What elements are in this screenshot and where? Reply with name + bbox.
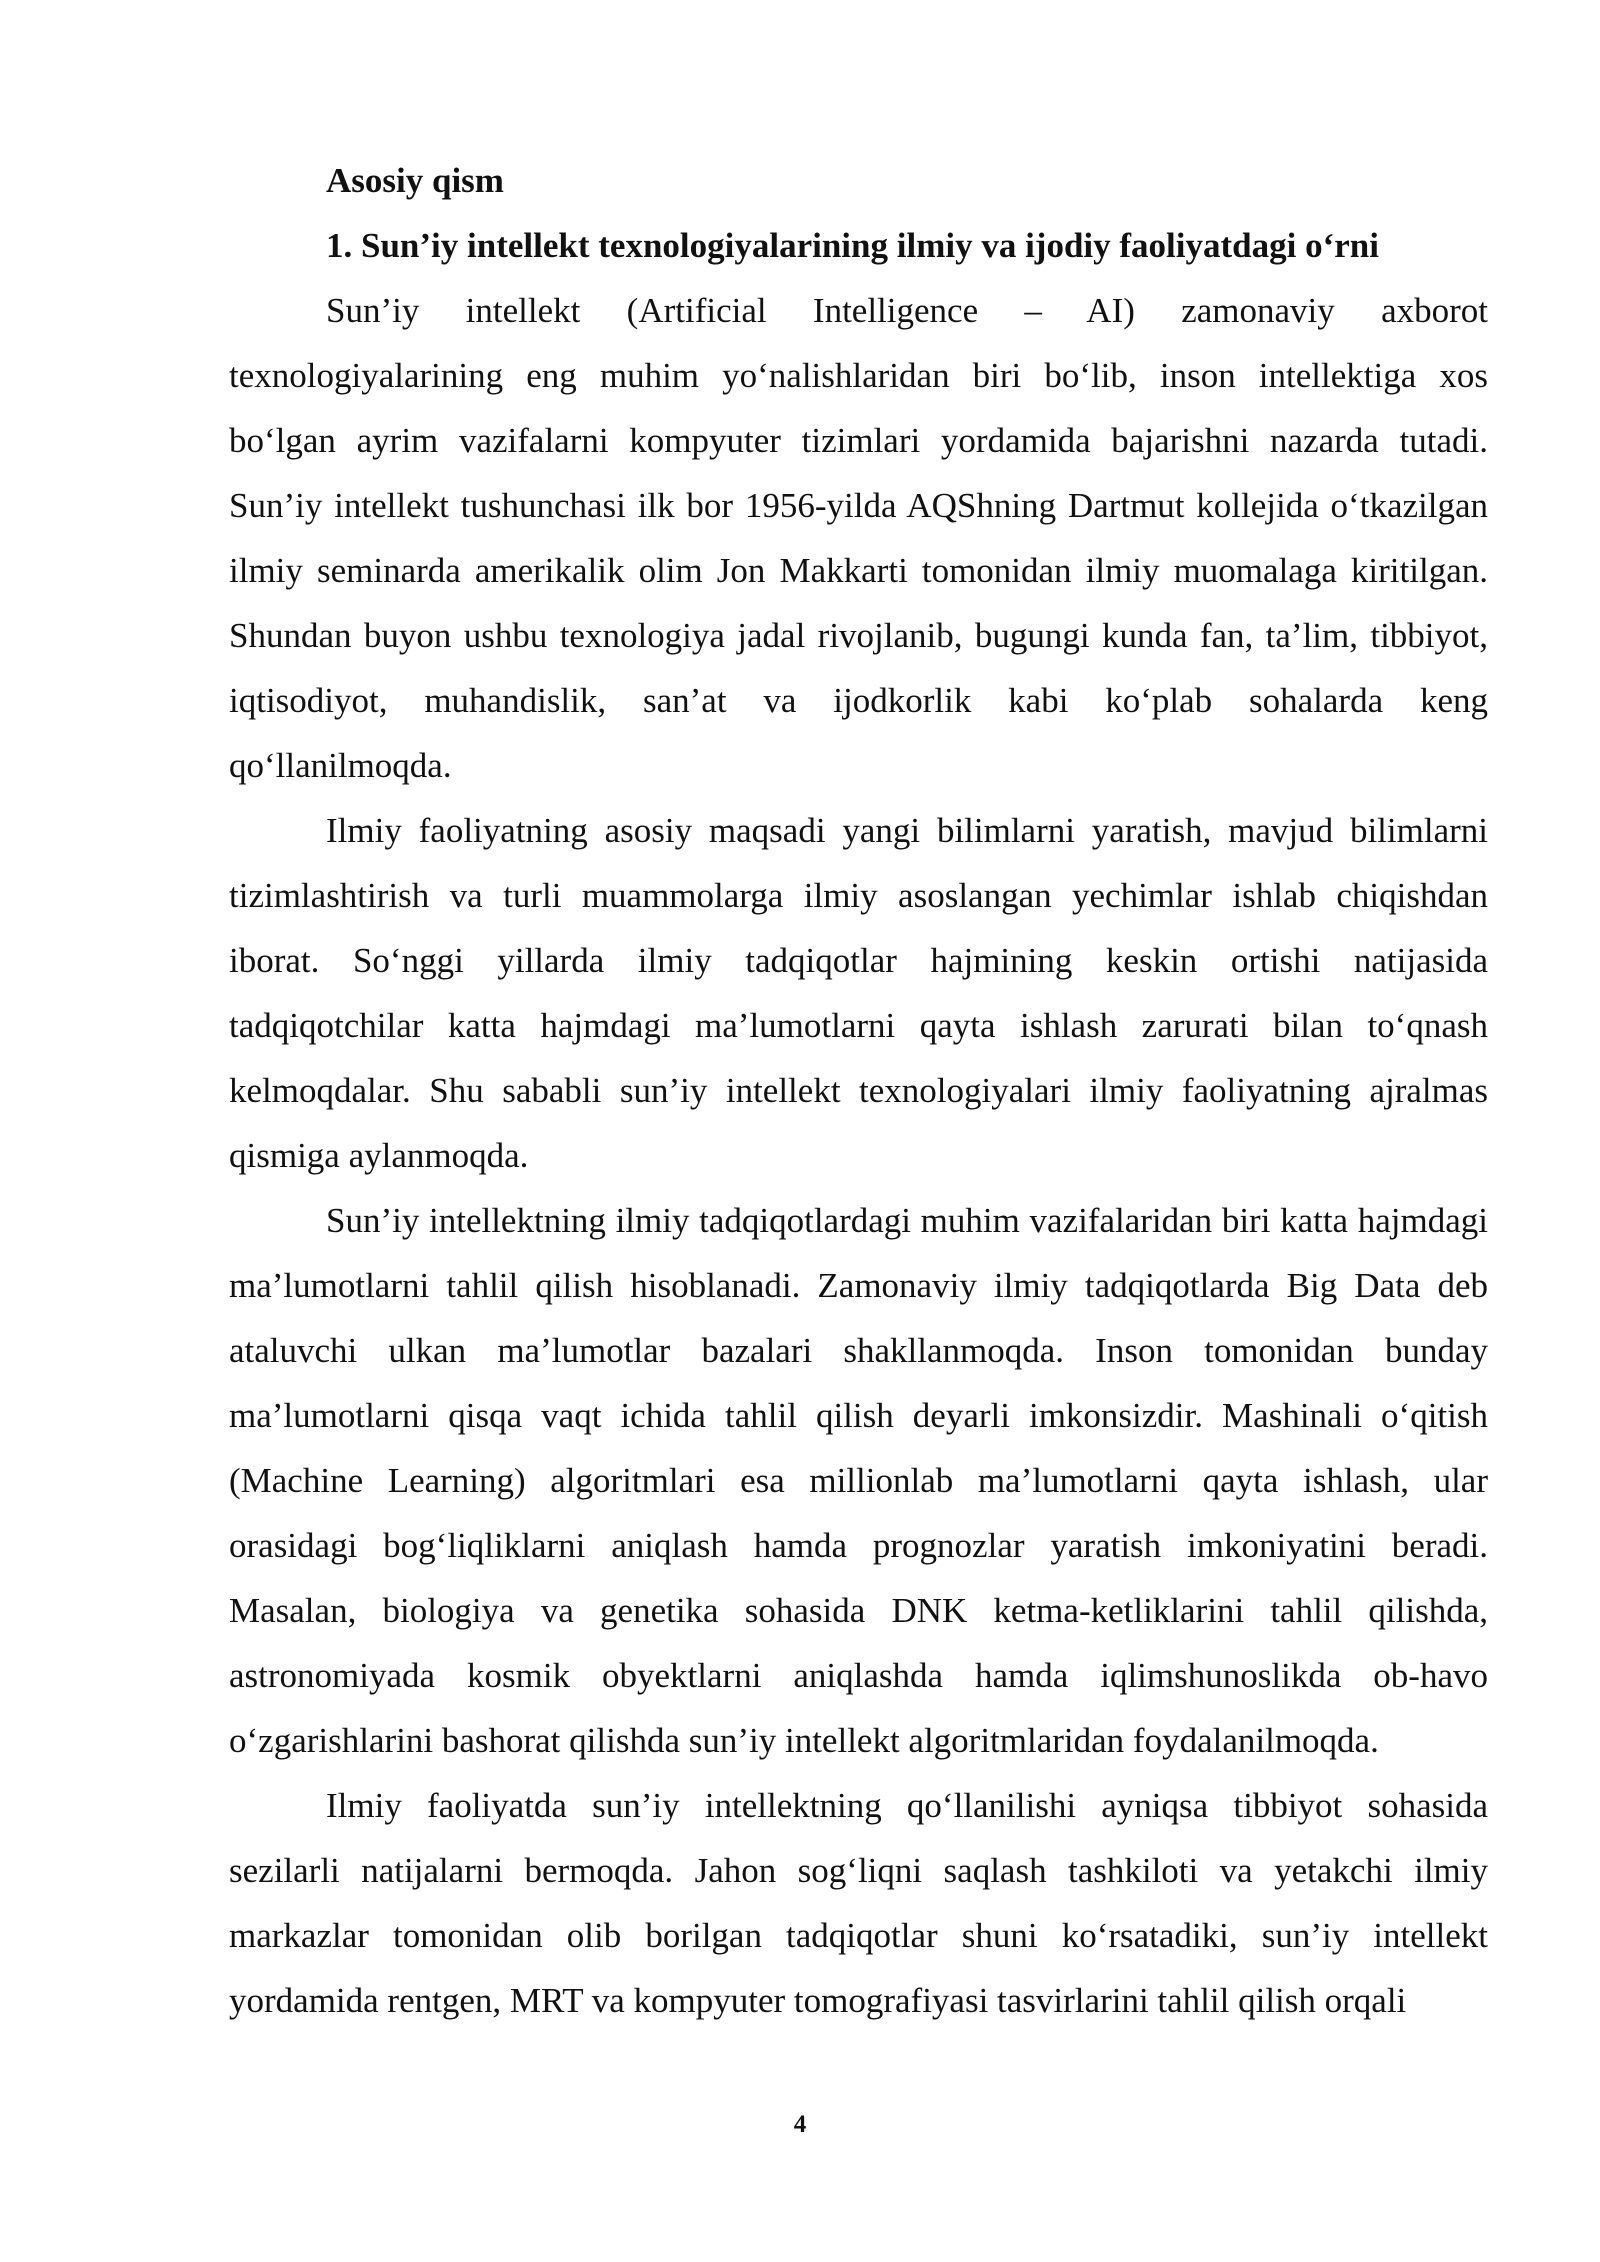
- subsection-title: 1. Sun’iy intellekt texnologiyalarining ilmiy va ijodiy faoliyatdagi o‘rni: [326, 226, 1379, 265]
- paragraph-ai-definition: Sun’iy intellekt (Artificial Intelligence – AI) zamonaviy axborot texnologiyalarining eng muhim yo‘nalishlaridan biri bo‘lib, inson intellektiga xos bo‘lgan ayrim vazifalarni kompyuter tizimlari yordamida bajarishni nazarda tutadi. Sun’iy intellekt tushunchasi ilk bor 1956-yilda AQShning Dartmut kollejida o‘tkazilgan ilmiy seminarda amerikalik olim Jon Makkarti tomonidan ilmiy muomalaga kiritilgan. Shundan buyon ushbu texnologiya jadal rivojlanib, bugungi kunda fan, ta’lim, tibbiyot, iqtisodiyot, muhandislik, san’at va ijodkorlik kabi ko‘plab sohalarda keng qo‘llanilmoqda.: [229, 291, 1488, 785]
- section-title: Asosiy qism: [326, 161, 504, 200]
- document-page: [229, 148, 1488, 2033]
- paragraph-scientific-activity: Ilmiy faoliyatning asosiy maqsadi yangi bilimlarni yaratish, mavjud bilimlarni tizimlashtirish va turli muammolarga ilmiy asoslangan yechimlar ishlab chiqishdan iborat. So‘nggi yillarda ilmiy tadqiqotlar hajmining keskin ortishi natijasida tadqiqotchilar katta hajmdagi ma’lumotlarni qayta ishlash zarurati bilan to‘qnash kelmoqdalar. Shu sababli sun’iy intellekt texnologiyalari ilmiy faoliyatning ajralmas qismiga aylanmoqda.: [229, 811, 1488, 1175]
- paragraph-big-data: Sun’iy intellektning ilmiy tadqiqotlardagi muhim vazifalaridan biri katta hajmdagi ma’lumotlarni tahlil qilish hisoblanadi. Zamonaviy ilmiy tadqiqotlarda Big Data deb ataluvchi ulkan ma’lumotlar bazalari shakllanmoqda. Inson tomonidan bunday ma’lumotlarni qisqa vaqt ichida tahlil qilish deyarli imkonsizdir. Mashinali o‘qitish (Machine Learning) algoritmlari esa millionlab ma’lumotlarni qayta ishlash, ular orasidagi bog‘liqliklarni aniqlash hamda prognozlar yaratish imkoniyatini beradi. Masalan, biologiya va genetika sohasida DNK ketma-ketliklarini tahlil qilishda, astronomiyada kosmik obyektlarni aniqlashda hamda iqlimshunoslikda ob-havo o‘zgarishlarini bashorat qilishda sun’iy intellekt algoritmlaridan foydalanilmoqda.: [229, 1201, 1488, 1760]
- page-number: 4: [793, 2111, 807, 2138]
- paragraph-medicine: Ilmiy faoliyatda sun’iy intellektning qo‘llanilishi ayniqsa tibbiyot sohasida sezilarli natijalarni bermoqda. Jahon sog‘liqni saqlash tashkiloti va yetakchi ilmiy markazlar tomonidan olib borilgan tadqiqotlar shuni ko‘rsatadiki, sun’iy intellekt yordamida rentgen, MRT va kompyuter tomografiyasi tasvirlarini tahlil qilish orqali: [229, 1786, 1488, 2020]
